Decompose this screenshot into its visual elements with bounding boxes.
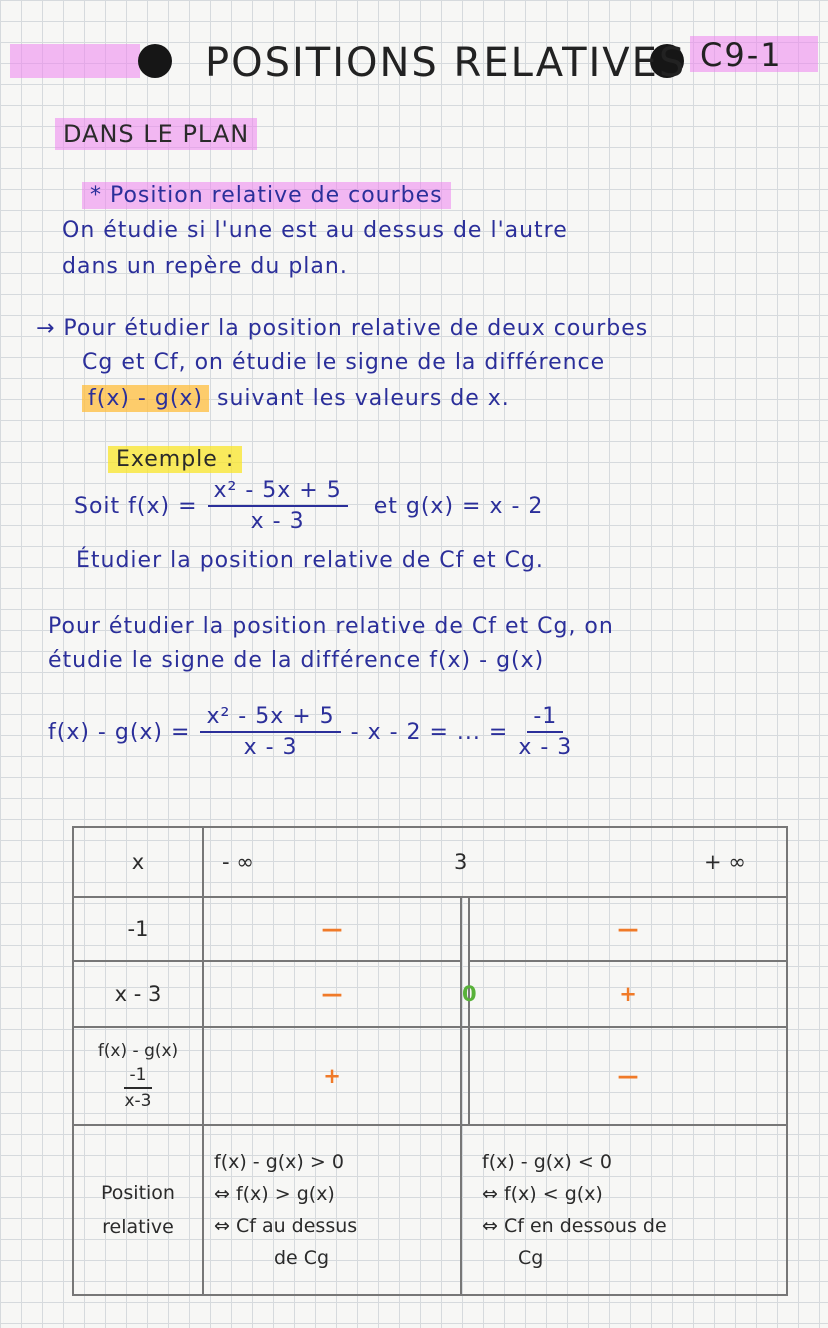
table-row-x — [73, 827, 787, 897]
table-row-x-minus-3 — [73, 961, 787, 1027]
result-fraction — [518, 704, 572, 760]
row4-right-4: Cg — [518, 1247, 544, 1269]
x-value-3: 3 — [454, 850, 468, 874]
chapter-code: C9-1 — [700, 36, 783, 74]
f-denominator: x - 3 — [250, 509, 305, 534]
result-numerator: -1 — [527, 704, 563, 733]
x-plus-infinity: + ∞ — [704, 850, 746, 874]
subsection-heading: * Position relative de courbes — [82, 182, 451, 209]
row4-left-3: ⇔ Cf au dessus — [214, 1215, 358, 1237]
row1-separator — [461, 897, 469, 961]
example-task: Étudier la position relative de Cf et Cg. — [76, 548, 544, 573]
row1-right-sign: — — [469, 897, 787, 961]
title-highlight-left — [10, 44, 140, 78]
row3-left-sign: + — [203, 1027, 461, 1125]
row3-label-den: x-3 — [124, 1091, 152, 1111]
table-row-minus-one — [73, 897, 787, 961]
section-heading: DANS LE PLAN — [55, 118, 257, 150]
row4-left-2: ⇔ f(x) > g(x) — [214, 1183, 335, 1205]
method-line-2: Cg et Cf, on étudie le signe de la différence — [82, 350, 606, 375]
row4-left — [203, 1125, 461, 1295]
row1-left-sign: — — [203, 897, 461, 961]
g-definition: et g(x) = x - 2 — [373, 493, 544, 519]
row3-right-sign: — — [469, 1027, 787, 1125]
intro-line-1: On étudie si l'une est au dessus de l'autre — [62, 218, 568, 243]
table-row-position — [73, 1125, 787, 1295]
f-numerator: x² - 5x + 5 — [208, 478, 348, 507]
row4-right-1: f(x) - g(x) < 0 — [482, 1151, 612, 1173]
row2-label: x - 3 — [73, 961, 203, 1027]
equation-numerator: x² - 5x + 5 — [200, 704, 340, 733]
row4-left-4: de Cg — [274, 1247, 330, 1269]
row3-label-top: f(x) - g(x) — [97, 1041, 179, 1061]
method-line-3: suivant les valeurs de x. — [217, 386, 510, 411]
row4-left-1: f(x) - g(x) > 0 — [214, 1151, 344, 1173]
example-soit: Soit f(x) = — [74, 493, 198, 519]
row4-right-3: ⇔ Cf en dessous de — [482, 1215, 667, 1237]
equation-fraction — [200, 704, 340, 760]
page-title: POSITIONS RELATIVES — [205, 40, 687, 86]
row2-right-sign: + — [469, 961, 787, 1027]
solution-line-2: étudie le signe de la différence f(x) - g(x) — [48, 648, 545, 673]
equation-denominator: x - 3 — [243, 735, 298, 760]
row4-right — [461, 1125, 787, 1295]
method-line-1: → Pour étudier la position relative de deux courbes — [36, 316, 649, 341]
solution-line-1: Pour étudier la position relative de Cf et Cg, on — [48, 614, 614, 639]
equation-lhs: f(x) - g(x) = — [48, 719, 191, 745]
difference-highlight: f(x) - g(x) — [82, 385, 209, 412]
result-denominator: x - 3 — [518, 735, 573, 760]
row2-zero: 0 — [462, 981, 477, 1006]
row1-label: -1 — [73, 897, 203, 961]
x-values — [203, 827, 787, 897]
row4-label — [73, 1125, 203, 1295]
row3-label-num: -1 — [124, 1065, 153, 1089]
sign-table — [72, 826, 788, 1296]
row4-right-2: ⇔ f(x) < g(x) — [482, 1183, 603, 1205]
row4-label-2: relative — [102, 1216, 174, 1238]
table-row-difference — [73, 1027, 787, 1125]
f-fraction — [208, 478, 348, 534]
row3-label — [73, 1027, 203, 1125]
intro-line-2: dans un repère du plan. — [62, 254, 348, 279]
row4-label-1: Position — [101, 1182, 175, 1204]
row3-double-bar — [461, 1027, 469, 1125]
row3-label-fraction — [124, 1065, 153, 1111]
punch-hole-left — [138, 44, 172, 78]
row2-left-sign: — — [203, 961, 461, 1027]
x-minus-infinity: - ∞ — [222, 850, 254, 874]
x-header: x — [73, 827, 203, 897]
example-label: Exemple : — [108, 446, 242, 473]
equation-middle: - x - 2 = ... = — [350, 719, 509, 745]
